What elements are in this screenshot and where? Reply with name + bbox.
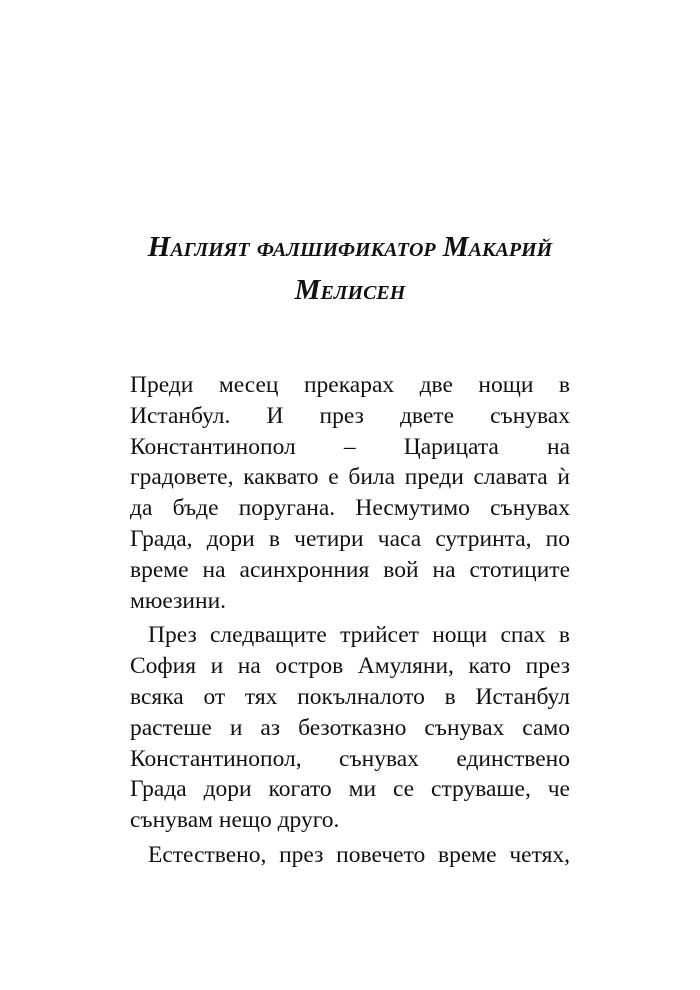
text-line: градовете, каквато е била преди славата ѝ — [130, 464, 570, 491]
text-line: Константинопол – Царицата на — [130, 433, 570, 460]
text-line: Града, дори в четири часа сутринта, по — [130, 525, 570, 552]
text-line: Града дори когато ми се струваше, че — [130, 776, 570, 803]
text-line: растеше и аз безотказно сънувах само — [130, 714, 570, 741]
paragraph-1 — [130, 370, 570, 616]
text-line: време на асинхронния вой на стотиците — [130, 556, 570, 583]
paragraph-3 — [130, 840, 570, 871]
text-line: София и на остров Амуляни, като през — [130, 653, 570, 680]
text-line: всяка от тях покълналото в Истанбул — [130, 683, 570, 710]
chapter-body — [130, 370, 570, 875]
chapter-title-line-1: Наглият фалшификатор Макарий — [147, 231, 553, 263]
chapter-title-line-2: Мелисен — [294, 274, 406, 306]
text-line: мюезини. — [130, 587, 227, 614]
paragraph-2 — [130, 620, 570, 836]
text-line: Естествено, през повечето време четях, — [148, 841, 570, 868]
text-line: Константинопол, сънувах единствено — [130, 745, 570, 772]
text-line: Преди месец прекарах две нощи в — [130, 372, 570, 398]
text-line: да бъде поругана. Несмутимо сънувах — [130, 495, 570, 522]
text-line: Истанбул. И през двете сънувах — [130, 402, 570, 429]
text-line: През следващите трийсет нощи спах в — [148, 622, 570, 649]
text-line: сънувам нещо друго. — [130, 807, 340, 834]
